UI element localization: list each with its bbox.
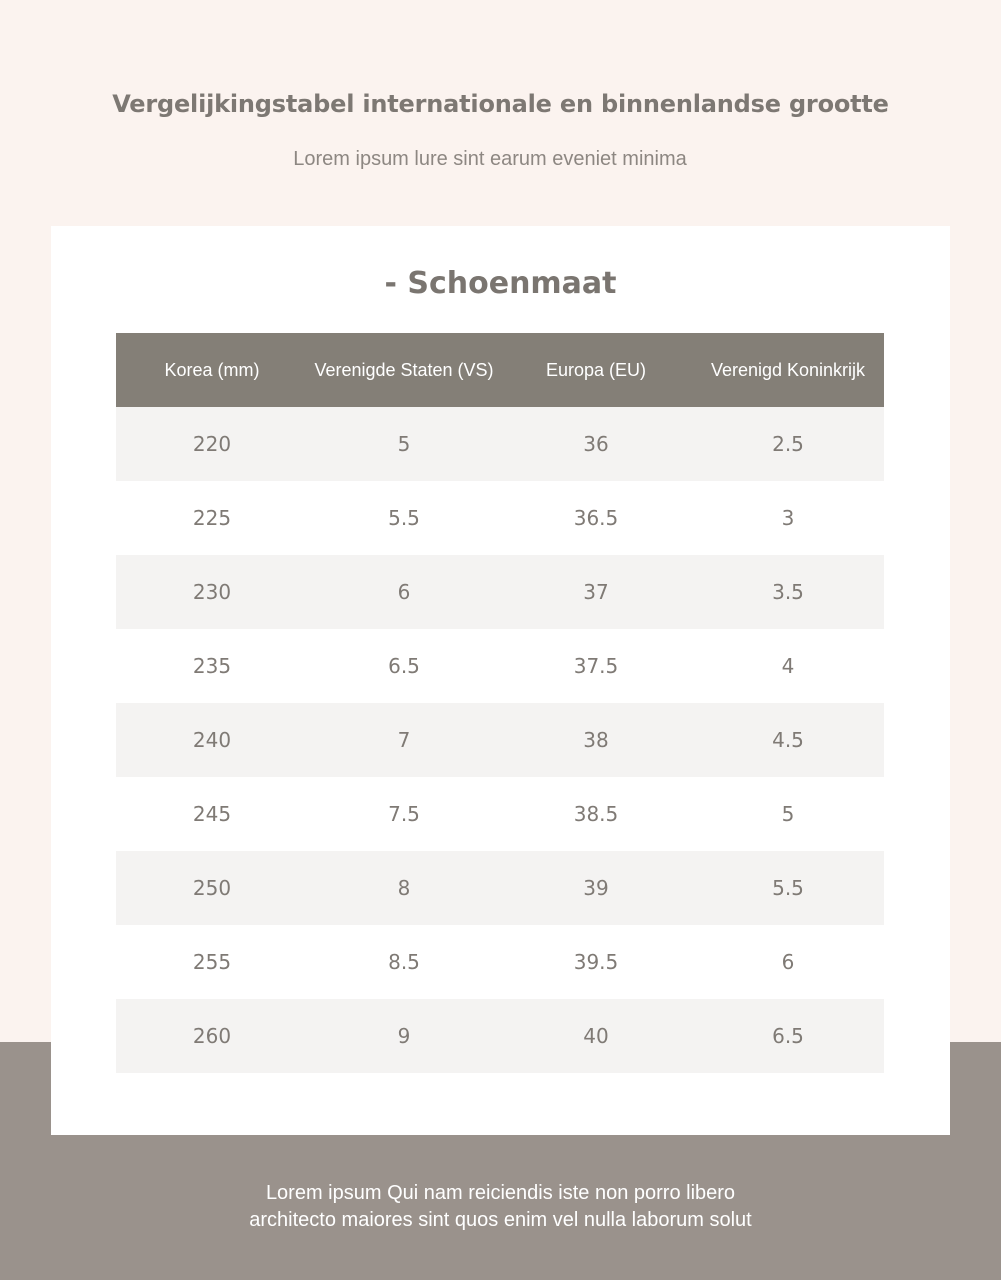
- cell-uk: 6: [692, 925, 884, 999]
- cell-us: 7.5: [308, 777, 500, 851]
- table-row: [116, 925, 884, 999]
- cell-eu: 37.5: [500, 629, 692, 703]
- cell-korea: 235: [116, 629, 308, 703]
- cell-eu: 36: [500, 407, 692, 481]
- table-row: [116, 629, 884, 703]
- cell-korea: 230: [116, 555, 308, 629]
- cell-us: 6.5: [308, 629, 500, 703]
- cell-us: 5: [308, 407, 500, 481]
- cell-eu: 38.5: [500, 777, 692, 851]
- header-us: Verenigde Staten (VS): [308, 333, 500, 407]
- cell-korea: 220: [116, 407, 308, 481]
- cell-us: 7: [308, 703, 500, 777]
- table-row: [116, 851, 884, 925]
- cell-korea: 225: [116, 481, 308, 555]
- cell-korea: 255: [116, 925, 308, 999]
- cell-korea: 260: [116, 999, 308, 1073]
- footer-line-2: architecto maiores sint quos enim vel nulla laborum solut: [249, 1209, 752, 1231]
- cell-eu: 40: [500, 999, 692, 1073]
- footer-text: [0, 1180, 1001, 1234]
- table-row: [116, 407, 884, 481]
- cell-korea: 250: [116, 851, 308, 925]
- cell-eu: 39: [500, 851, 692, 925]
- cell-eu: 39.5: [500, 925, 692, 999]
- cell-uk: 2.5: [692, 407, 884, 481]
- cell-us: 5.5: [308, 481, 500, 555]
- table-row: [116, 999, 884, 1073]
- table-row: [116, 703, 884, 777]
- cell-uk: 5: [692, 777, 884, 851]
- cell-us: 8.5: [308, 925, 500, 999]
- page-title: Vergelijkingstabel internationale en binnenlandse grootte: [112, 90, 889, 118]
- header-eu: Europa (EU): [500, 333, 692, 407]
- cell-korea: 240: [116, 703, 308, 777]
- cell-us: 9: [308, 999, 500, 1073]
- cell-eu: 37: [500, 555, 692, 629]
- cell-uk: 5.5: [692, 851, 884, 925]
- cell-uk: 3: [692, 481, 884, 555]
- cell-uk: 4.5: [692, 703, 884, 777]
- cell-eu: 36.5: [500, 481, 692, 555]
- size-comparison-table: [116, 333, 884, 1073]
- cell-uk: 4: [692, 629, 884, 703]
- table-row: [116, 481, 884, 555]
- footer-line-1: Lorem ipsum Qui nam reiciendis iste non porro libero: [265, 1182, 736, 1204]
- table-row: [116, 555, 884, 629]
- cell-eu: 38: [500, 703, 692, 777]
- cell-us: 8: [308, 851, 500, 925]
- cell-uk: 3.5: [692, 555, 884, 629]
- page-subtitle: Lorem ipsum lure sint earum eveniet minima: [293, 148, 687, 170]
- table-row: [116, 777, 884, 851]
- header-uk: Verenigd Koninkrijk: [692, 333, 884, 407]
- cell-korea: 245: [116, 777, 308, 851]
- table-header-row: [116, 333, 884, 407]
- cell-uk: 6.5: [692, 999, 884, 1073]
- cell-us: 6: [308, 555, 500, 629]
- card-title: - Schoenmaat: [384, 266, 617, 301]
- header-korea: Korea (mm): [116, 333, 308, 407]
